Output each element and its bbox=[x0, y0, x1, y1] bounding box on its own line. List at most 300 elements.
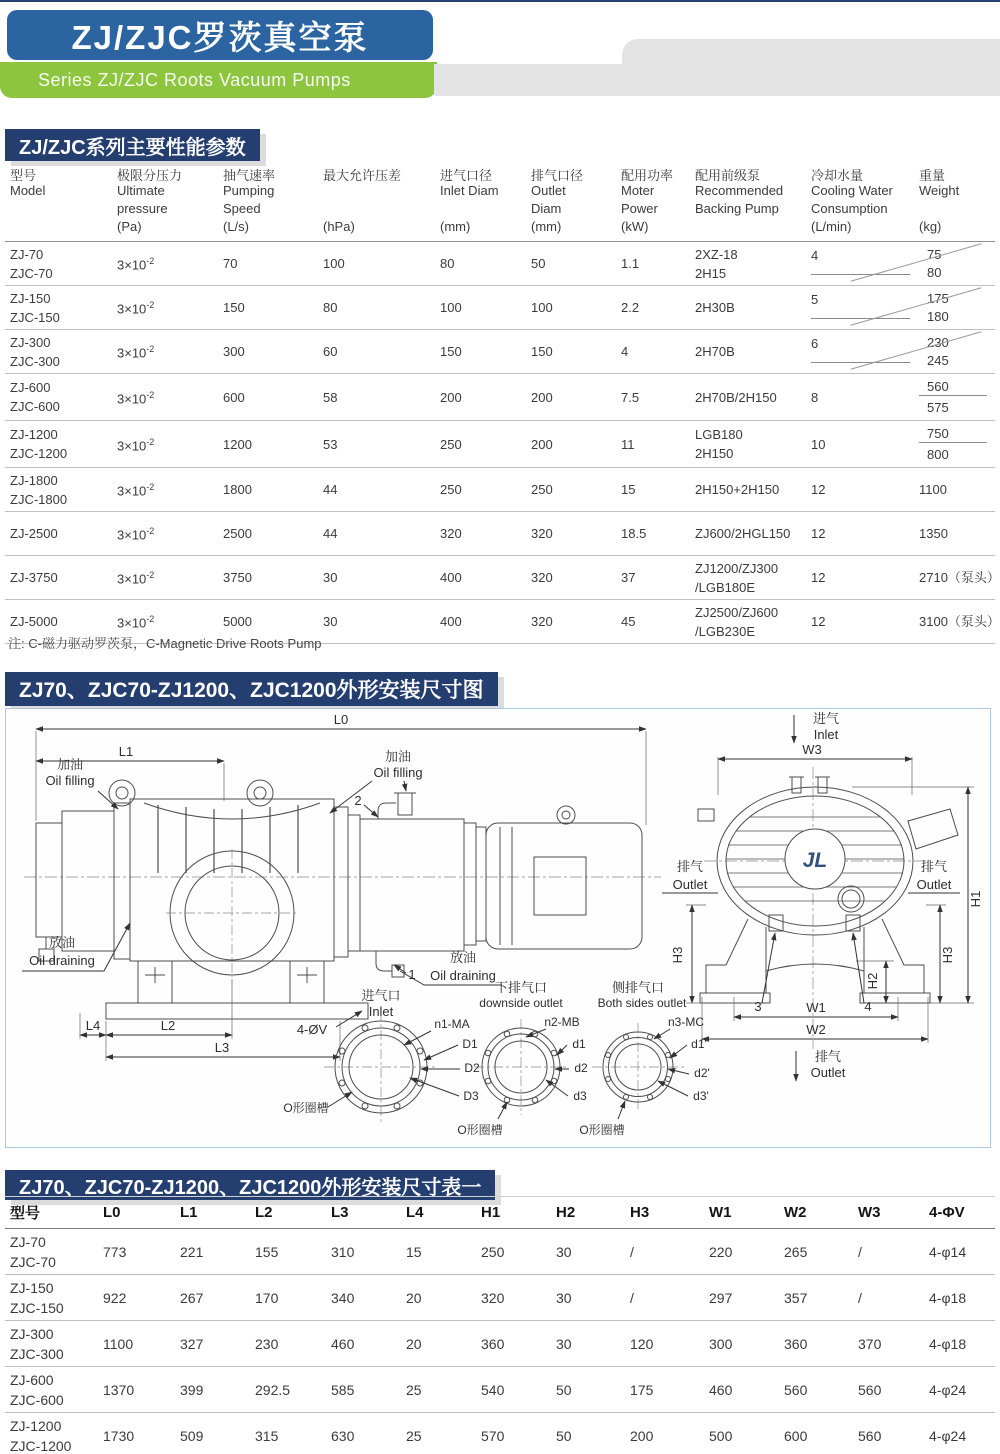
flange2-title-cn: 下排气口 bbox=[494, 980, 548, 995]
maxdiff-cell bbox=[318, 374, 435, 420]
cell-text: 2H70B bbox=[695, 344, 735, 359]
backing-pump-cell bbox=[690, 600, 806, 643]
weight-cell bbox=[914, 286, 995, 329]
performance-table bbox=[5, 163, 1000, 644]
oil-fill-mid-en: Oil filling bbox=[373, 765, 423, 780]
dim-value-cell bbox=[924, 1413, 995, 1454]
oil-drain-mid-cn: 放油 bbox=[449, 950, 477, 965]
speed-cell bbox=[218, 242, 318, 285]
cooling-cell bbox=[806, 330, 914, 373]
backing-pump-cell bbox=[690, 556, 806, 599]
flange2-d1: d1 bbox=[572, 1037, 586, 1051]
oil-drain-left-en: Oil draining bbox=[29, 953, 95, 968]
dim-label-l1: L1 bbox=[118, 744, 134, 759]
perf-header-line: 最大允许压差 bbox=[323, 168, 402, 183]
cell-text: 600 bbox=[784, 1427, 808, 1444]
dims-table-row bbox=[5, 1412, 995, 1454]
cell-text: 570 bbox=[481, 1427, 505, 1444]
cell-text: 100 bbox=[531, 300, 553, 315]
outlet-cell bbox=[526, 468, 616, 511]
cell-text: 3×10 bbox=[117, 571, 147, 587]
cell-text: 250 bbox=[440, 436, 462, 452]
dimensions-table bbox=[5, 1196, 995, 1454]
cell-text: 3100（泵头） bbox=[919, 614, 1000, 629]
weight-cell bbox=[914, 330, 995, 373]
cooling-cell bbox=[806, 421, 914, 467]
backing-pump-cell bbox=[690, 374, 806, 420]
speed-cell bbox=[218, 286, 318, 329]
cell-text: 53 bbox=[323, 436, 338, 452]
perf-header-line: Weight bbox=[919, 183, 960, 198]
pressure-exponent: -2 bbox=[146, 526, 155, 537]
cell-text: 245 bbox=[927, 353, 949, 368]
dims-header-cell: H1 bbox=[481, 1204, 501, 1221]
flange1-d1: D1 bbox=[462, 1037, 478, 1051]
cell-text: 357 bbox=[784, 1289, 808, 1306]
cell-text: 1730 bbox=[103, 1427, 135, 1444]
cell-text: 500 bbox=[709, 1427, 733, 1444]
pressure-value bbox=[117, 297, 218, 317]
cell-text: / bbox=[630, 1289, 634, 1306]
cell-text: 200 bbox=[531, 436, 553, 452]
pressure-cell bbox=[112, 330, 218, 373]
perf-header-col bbox=[616, 165, 690, 237]
cell-text: / bbox=[858, 1243, 862, 1260]
maxdiff-cell bbox=[318, 421, 435, 467]
perf-header-col bbox=[806, 165, 914, 237]
perf-header-line: (mm) bbox=[531, 219, 562, 234]
dims-header-cell: L1 bbox=[180, 1204, 198, 1221]
pressure-value bbox=[117, 387, 218, 407]
outlet-right-cn: 排气 bbox=[920, 859, 948, 874]
flange-detail-side-outlet bbox=[592, 1023, 689, 1119]
flange3-d1: d1' bbox=[691, 1037, 707, 1051]
perf-header-line: (L/s) bbox=[223, 219, 249, 234]
dim-value-cell bbox=[175, 1229, 250, 1274]
cell-text: 250 bbox=[440, 482, 462, 497]
pressure-exponent: -2 bbox=[146, 570, 155, 581]
cell-text: 265 bbox=[784, 1243, 808, 1260]
dims-table-row bbox=[5, 1274, 995, 1320]
cell-text: 400 bbox=[440, 570, 462, 585]
dim-value-cell bbox=[175, 1275, 250, 1320]
perf-header-line: Pumping bbox=[223, 183, 275, 198]
dim-value-cell bbox=[401, 1413, 476, 1454]
cell-text: 18.5 bbox=[621, 526, 647, 541]
outlet-cell bbox=[526, 421, 616, 467]
extension-lines-end bbox=[686, 757, 974, 1043]
cell-text: 1200 bbox=[223, 436, 252, 452]
cell-text: 250 bbox=[481, 1243, 505, 1260]
brand-subtitle-box bbox=[0, 62, 437, 98]
cell-text: ZJ600/2HGL150 bbox=[695, 526, 791, 541]
cell-text: ZJC-300 bbox=[10, 353, 60, 369]
cell-text: 150 bbox=[531, 344, 553, 359]
cell-text: 3×10 bbox=[117, 527, 147, 543]
dim-value-cell bbox=[250, 1367, 326, 1412]
dim-value-cell bbox=[924, 1321, 995, 1366]
model-cell bbox=[5, 330, 112, 373]
backing-pump-cell bbox=[690, 512, 806, 555]
cell-text: 300 bbox=[709, 1335, 733, 1352]
perf-table-row bbox=[5, 467, 995, 511]
pressure-value bbox=[117, 479, 218, 499]
backing-pump-cell bbox=[690, 242, 806, 285]
cell-text: 3×10 bbox=[117, 391, 147, 407]
cell-text: 30 bbox=[323, 614, 338, 629]
flange1-title-en: Inlet bbox=[368, 1004, 394, 1019]
perf-header-line bbox=[5, 219, 112, 237]
weight-cell bbox=[914, 242, 995, 285]
outlet-left-cn: 排气 bbox=[676, 859, 704, 874]
cell-text: 25 bbox=[406, 1427, 422, 1444]
perf-header-line: Outlet bbox=[531, 183, 566, 198]
speed-cell bbox=[218, 374, 318, 420]
perf-header-line: (mm) bbox=[440, 219, 471, 234]
cell-text: 1100 bbox=[919, 482, 947, 497]
cell-text: ZJ-150 bbox=[10, 290, 51, 306]
cell-text: 20 bbox=[406, 1289, 422, 1306]
flange2-title-en: downside outlet bbox=[479, 996, 563, 1010]
cell-text: 4-φ24 bbox=[929, 1381, 967, 1398]
dim-value-cell bbox=[401, 1321, 476, 1366]
cell-text: 320 bbox=[481, 1289, 505, 1306]
cell-text: 200 bbox=[440, 389, 462, 405]
cell-text: 175 bbox=[630, 1381, 654, 1398]
callout-3: 3 bbox=[754, 999, 762, 1014]
side-view bbox=[22, 729, 661, 1061]
oil-fill-left-en: Oil filling bbox=[45, 773, 95, 788]
cell-text: 80 bbox=[440, 256, 455, 271]
power-cell bbox=[616, 600, 690, 643]
dim-value-cell bbox=[853, 1275, 924, 1320]
dim-value-cell bbox=[98, 1321, 175, 1366]
perf-header-line: 进气口径 bbox=[440, 168, 493, 183]
cell-text: 250 bbox=[531, 482, 553, 497]
cell-text: 560 bbox=[858, 1381, 882, 1398]
perf-header-line bbox=[318, 183, 435, 201]
outlet-cell bbox=[526, 512, 616, 555]
cell-text: 30 bbox=[323, 570, 338, 585]
pressure-cell bbox=[112, 242, 218, 285]
perf-header-line: Power bbox=[621, 201, 658, 216]
perf-header-col bbox=[690, 165, 806, 237]
dim-value-cell bbox=[250, 1321, 326, 1366]
dim-label-w3: W3 bbox=[802, 742, 822, 757]
flange3-title-en: Both sides outlet bbox=[597, 996, 687, 1010]
cell-text: 320 bbox=[531, 614, 553, 629]
dims-header-cell: W3 bbox=[858, 1204, 881, 1221]
cell-text: 560 bbox=[927, 379, 949, 394]
model-cell bbox=[5, 1275, 98, 1320]
cell-text: 315 bbox=[255, 1427, 279, 1444]
perf-table-row bbox=[5, 285, 995, 329]
dim-value-cell bbox=[853, 1229, 924, 1274]
perf-header-line: Speed bbox=[223, 201, 261, 216]
model-cell bbox=[5, 1229, 98, 1274]
top-rule bbox=[0, 0, 1000, 2]
perf-header-line: Cooling Water bbox=[811, 183, 893, 198]
outlet-cell bbox=[526, 600, 616, 643]
dim-value-cell bbox=[853, 1321, 924, 1366]
cell-text: 630 bbox=[331, 1427, 355, 1444]
perf-header-line: 配用前级泵 bbox=[695, 168, 761, 183]
inlet-cell bbox=[435, 242, 526, 285]
perf-header-col bbox=[435, 165, 526, 237]
flange1-title-cn: 进气口 bbox=[361, 988, 401, 1003]
cell-text: 2H150 bbox=[695, 446, 734, 461]
maxdiff-cell bbox=[318, 286, 435, 329]
dim-value-cell bbox=[476, 1321, 551, 1366]
dim-label-l4: L4 bbox=[85, 1018, 101, 1033]
weight-cell bbox=[914, 600, 1000, 643]
perf-header-line: Ultimate bbox=[117, 183, 165, 198]
inlet-cell bbox=[435, 421, 526, 467]
cell-text: 30 bbox=[556, 1289, 572, 1306]
inlet-cell bbox=[435, 512, 526, 555]
dims-header-cell: 4-ΦV bbox=[929, 1204, 965, 1221]
cooling-cell bbox=[806, 374, 914, 420]
cell-text: ZJ-150 bbox=[10, 1279, 54, 1296]
outlet-left-en: Outlet bbox=[672, 877, 708, 892]
power-cell bbox=[616, 374, 690, 420]
cell-text: ZJ-5000 bbox=[10, 614, 58, 629]
cooling-cell bbox=[806, 468, 914, 511]
cell-text: 44 bbox=[323, 482, 338, 497]
dims-header-cell: L2 bbox=[255, 1204, 273, 1221]
dims-header-cell: H3 bbox=[630, 1204, 650, 1221]
pressure-value bbox=[117, 523, 218, 543]
cell-text: 5000 bbox=[223, 614, 252, 629]
cell-text: 370 bbox=[858, 1335, 882, 1352]
cell-text: 2H30B bbox=[695, 300, 735, 315]
perf-header-line bbox=[435, 201, 526, 219]
inlet-top-en: Inlet bbox=[813, 727, 839, 742]
cell-text: 4 bbox=[621, 344, 629, 359]
dim-value-cell bbox=[175, 1321, 250, 1366]
perf-header-col bbox=[526, 165, 616, 237]
inlet-cell bbox=[435, 600, 526, 643]
dimensions-table-body bbox=[5, 1229, 995, 1454]
speed-cell bbox=[218, 421, 318, 467]
extension-lines bbox=[36, 731, 646, 1061]
perf-header-line: 配用功率 bbox=[621, 168, 674, 183]
cell-text: 2.2 bbox=[621, 300, 640, 315]
decor-ribbon-low bbox=[434, 64, 640, 96]
performance-table-header bbox=[5, 163, 995, 241]
perf-header-line bbox=[5, 201, 112, 219]
outlet-cell bbox=[526, 242, 616, 285]
cooling-cell bbox=[806, 556, 914, 599]
cell-text: 25 bbox=[406, 1381, 422, 1398]
dim-value-cell bbox=[250, 1229, 326, 1274]
cell-text: 922 bbox=[103, 1289, 127, 1306]
dim-value-cell bbox=[326, 1229, 401, 1274]
power-cell bbox=[616, 242, 690, 285]
cell-text: ZJC-150 bbox=[10, 1299, 64, 1316]
dimensions-table-header bbox=[5, 1196, 995, 1229]
perf-header-line: 重量 bbox=[919, 168, 946, 183]
cell-text: 3×10 bbox=[117, 345, 147, 361]
cell-text: /LGB180E bbox=[695, 579, 755, 595]
cell-text: 2H15 bbox=[695, 265, 727, 281]
dim-value-cell bbox=[704, 1321, 779, 1366]
pump-logo: JL bbox=[802, 849, 828, 872]
dim-value-cell bbox=[779, 1367, 853, 1412]
cell-text: ZJC-1200 bbox=[10, 446, 68, 461]
dims-header-cell: L0 bbox=[103, 1204, 121, 1221]
dim-value-cell bbox=[326, 1275, 401, 1320]
cell-text: 200 bbox=[630, 1427, 654, 1444]
cell-text: 399 bbox=[180, 1381, 204, 1398]
cell-text: 1350 bbox=[919, 526, 948, 541]
motor bbox=[486, 806, 642, 949]
cell-text: ZJ-300 bbox=[10, 334, 51, 350]
pressure-exponent: -2 bbox=[146, 614, 155, 625]
cell-text: ZJC-70 bbox=[10, 1253, 56, 1270]
cell-text: / bbox=[858, 1289, 862, 1306]
pressure-exponent: -2 bbox=[146, 436, 155, 447]
model-cell bbox=[5, 421, 112, 467]
cell-text: 60 bbox=[323, 344, 338, 359]
cell-text: LGB180 bbox=[695, 427, 743, 442]
cell-text: 360 bbox=[784, 1335, 808, 1352]
dim-value-cell bbox=[98, 1229, 175, 1274]
pressure-value bbox=[117, 567, 218, 587]
cell-text: 100 bbox=[440, 300, 462, 315]
cell-text: 50 bbox=[556, 1381, 572, 1398]
dim-value-cell bbox=[476, 1367, 551, 1412]
dim-value-cell bbox=[625, 1229, 704, 1274]
cell-text: ZJ-1200 bbox=[10, 1417, 62, 1434]
cell-text: ZJC-600 bbox=[10, 1391, 64, 1408]
section-heading-dimensions: ZJ70、ZJC70-ZJ1200、ZJC1200外形安装尺寸表一 bbox=[5, 1170, 495, 1200]
cell-text: 44 bbox=[323, 526, 338, 541]
pressure-value bbox=[117, 434, 218, 454]
flange-detail-downside-outlet bbox=[474, 1019, 569, 1119]
model-cell bbox=[5, 512, 112, 555]
dims-table-row bbox=[5, 1229, 995, 1274]
dim-value-cell bbox=[175, 1367, 250, 1412]
perf-table-row bbox=[5, 555, 1000, 599]
cell-text: 540 bbox=[481, 1381, 505, 1398]
cell-text: ZJ-600 bbox=[10, 380, 51, 395]
cell-text: / bbox=[630, 1243, 634, 1260]
speed-cell bbox=[218, 556, 318, 599]
cell-text: 155 bbox=[255, 1243, 279, 1260]
cell-text: 20 bbox=[406, 1335, 422, 1352]
cell-text: 100 bbox=[323, 256, 345, 271]
cell-text: 12 bbox=[811, 526, 826, 541]
maxdiff-cell bbox=[318, 330, 435, 373]
dim-value-cell bbox=[625, 1413, 704, 1454]
dim-value-cell bbox=[779, 1413, 853, 1454]
dims-header-cell: W2 bbox=[784, 1204, 807, 1221]
installation-drawing bbox=[6, 709, 988, 1145]
pressure-value bbox=[117, 341, 218, 361]
inlet-top-cn: 进气 bbox=[812, 711, 840, 726]
flange1-oring-label: O形圈槽 bbox=[283, 1101, 329, 1115]
cell-text: 460 bbox=[331, 1335, 355, 1352]
cell-text: 773 bbox=[103, 1243, 127, 1260]
cell-text: ZJ-1800 bbox=[10, 472, 58, 488]
cell-text: 50 bbox=[556, 1427, 572, 1444]
cell-text: 575 bbox=[919, 395, 987, 416]
flange1-d3: D3 bbox=[463, 1089, 479, 1103]
perf-header-line: Inlet Diam bbox=[440, 183, 499, 198]
speed-cell bbox=[218, 330, 318, 373]
cell-text: 11 bbox=[621, 436, 635, 452]
dim-value-cell bbox=[326, 1413, 401, 1454]
model-cell bbox=[5, 286, 112, 329]
outlet-cell bbox=[526, 330, 616, 373]
power-cell bbox=[616, 286, 690, 329]
callout-4: 4 bbox=[864, 999, 872, 1014]
model-cell bbox=[5, 374, 112, 420]
cell-text: 509 bbox=[180, 1427, 204, 1444]
cell-text: 7.5 bbox=[621, 389, 640, 405]
cell-text: 15 bbox=[621, 482, 636, 497]
perf-header-line bbox=[914, 201, 995, 219]
weight-cell bbox=[914, 512, 995, 555]
cell-text: 15 bbox=[406, 1243, 422, 1260]
power-cell bbox=[616, 512, 690, 555]
callout-2: 2 bbox=[354, 793, 362, 808]
maxdiff-cell bbox=[318, 600, 435, 643]
cell-text: 6 bbox=[811, 330, 910, 363]
inlet-cell bbox=[435, 330, 526, 373]
dim-label-l0: L0 bbox=[333, 712, 349, 727]
perf-header-line: Backing Pump bbox=[695, 201, 779, 216]
cell-text: ZJC-70 bbox=[10, 265, 53, 281]
maxdiff-cell bbox=[318, 556, 435, 599]
weight-cell bbox=[914, 556, 1000, 599]
dim-value-cell bbox=[401, 1229, 476, 1274]
flange3-bolt-label: n3-MC bbox=[667, 1015, 705, 1029]
dim-value-cell bbox=[924, 1229, 995, 1274]
perf-header-line: (L/min) bbox=[811, 219, 852, 234]
cell-text: 297 bbox=[709, 1289, 733, 1306]
perf-table-row bbox=[5, 511, 995, 555]
cell-text: 45 bbox=[621, 614, 636, 629]
outlet-cell bbox=[526, 374, 616, 420]
cell-text: ZJ-300 bbox=[10, 1325, 54, 1342]
dim-value-cell bbox=[98, 1275, 175, 1320]
dim-value-cell bbox=[551, 1367, 625, 1412]
speed-cell bbox=[218, 512, 318, 555]
cell-text: 4-φ24 bbox=[929, 1427, 967, 1444]
dim-label-l3: L3 bbox=[214, 1040, 230, 1055]
dim-value-cell bbox=[401, 1275, 476, 1320]
cell-text: 120 bbox=[630, 1335, 654, 1352]
dims-table-row bbox=[5, 1366, 995, 1412]
maxdiff-cell bbox=[318, 512, 435, 555]
model-cell bbox=[5, 1321, 98, 1366]
pressure-value bbox=[117, 253, 218, 273]
flange1-bolt-label: n1-MA bbox=[434, 1017, 470, 1031]
dim-value-cell bbox=[924, 1367, 995, 1412]
pressure-exponent: -2 bbox=[146, 482, 155, 493]
inlet-cell bbox=[435, 468, 526, 511]
pressure-exponent: -2 bbox=[146, 256, 155, 267]
dim-value-cell bbox=[476, 1229, 551, 1274]
pressure-cell bbox=[112, 286, 218, 329]
dim-value-cell bbox=[98, 1367, 175, 1412]
dim-value-cell bbox=[98, 1413, 175, 1454]
cell-text: 292.5 bbox=[255, 1381, 291, 1398]
oil-fill-mid-cn: 加油 bbox=[384, 749, 412, 764]
cell-text: 4-φ18 bbox=[929, 1335, 967, 1352]
